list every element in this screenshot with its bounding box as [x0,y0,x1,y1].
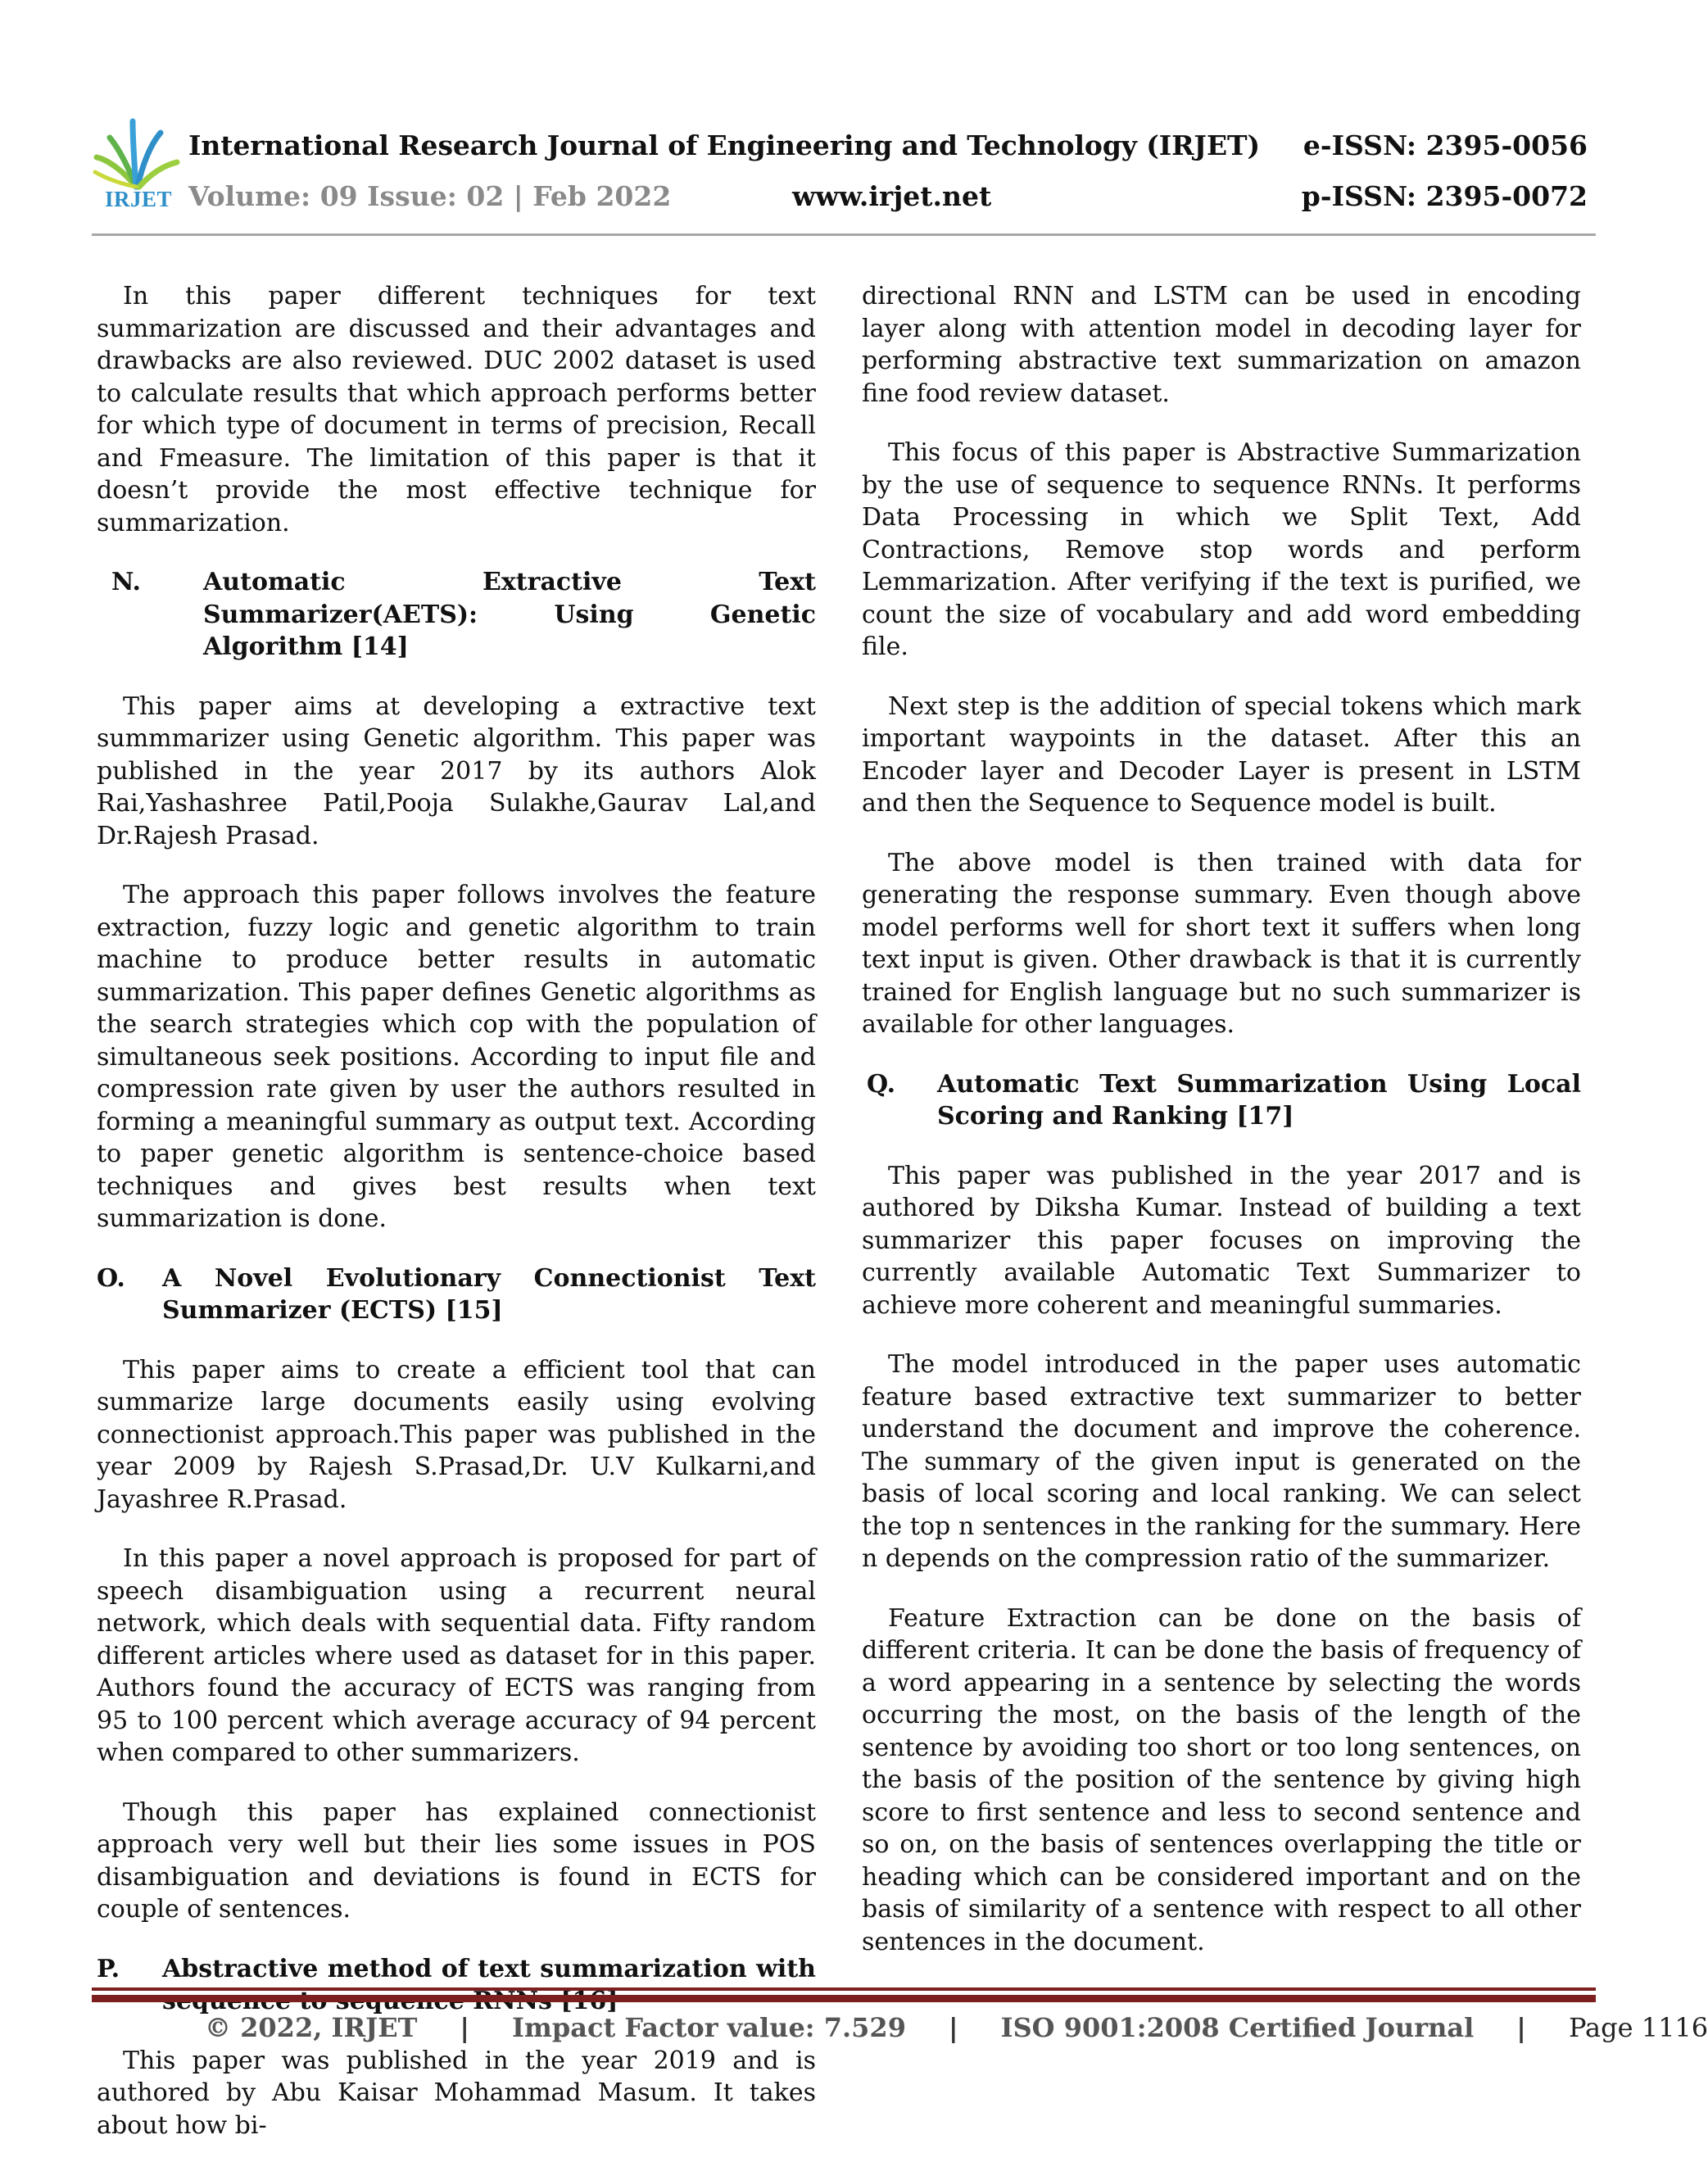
right-column [862,280,1581,1958]
copyright: © 2022, IRJET [205,2012,418,2043]
section-title: Automatic Text Summarization Using Local Scoring and Ranking [17] [937,1069,1581,1131]
page-footer [205,2012,1708,2043]
footer-divider [92,1995,1596,2002]
section-title: A Novel Evolutionary Connectionist Text Summarizer (ECTS) [15] [162,1263,816,1325]
section-letter: N. [111,568,141,596]
section-heading-q [862,1068,1581,1133]
paragraph: directional RNN and LSTM can be used in encoding layer along with attention model in decoding layer for performing abstractive text summarization on amazon fine food review dataset. [862,282,1581,408]
impact-factor: Impact Factor value: 7.529 [512,2012,906,2043]
section-heading-n [97,566,816,664]
journal-title: International Research Journal of Engineering and Technology (IRJET) [188,129,1260,161]
footer-divider [92,1987,1596,1991]
paragraph: Though this paper has explained connectionist approach very well but their lies some issues in POS disambiguation and deviations is found in ECTS for couple of sentences. [97,1797,816,1924]
section-letter: Q. [867,1069,896,1099]
page-number: Page 1116 [1568,2012,1708,2043]
paragraph: The above model is then trained with data for generating the response summary. Even though above model performs well for short text it suffers when long text input is given. Other drawback is that it is currently trained for English language but no such summarizer is available for other languages. [862,848,1581,1039]
left-column [97,280,816,2142]
paragraph: The model introduced in the paper uses automatic feature based extractive text summarizer to better understand the document and improve the coherence. The summary of the given input is generated on the basis of local scoring and local ranking. We can select the top n sentences in the ranking for the summary. Here n depends on the compression ratio of the summarizer. [862,1350,1581,1573]
section-heading-p [97,1953,816,2018]
e-issn: e-ISSN: 2395-0056 [1303,129,1588,161]
paragraph: This paper aims at developing a extractive text summmarizer using Genetic algorithm. This paper was published in the year 2017 by its authors Alok Rai,Yashashree Patil,Pooja Sulakhe,Gaurav Lal,and Dr.Rajesh Prasad. [97,691,816,850]
section-letter: O. [97,1263,125,1293]
paragraph: This paper aims to create a efficient tool that can summarize large documents easily using evolving connectionist approach.This paper was published in the year 2009 by Rajesh S.Prasad,Dr. U.V Kulkarni,and Jayashree R.Prasad. [97,1355,816,1514]
logo-wordmark: IRJET [105,187,173,211]
issue-info: Volume: 09 Issue: 02 | Feb 2022 [188,180,672,212]
paragraph: Next step is the addition of special tokens which mark important waypoints in the dataset. After this an Encoder layer and Decoder Layer is present in LSTM and then the Sequence to Sequence model is built. [862,691,1581,818]
paragraph: In this paper a novel approach is proposed for part of speech disambiguation using a recurrent neural network, which deals with sequential data. Fifty random different articles where used as dataset for in this paper. Authors found the accuracy of ECTS was ranging from 95 to 100 percent which average accuracy of 94 percent when compared to other summarizers. [97,1544,816,1767]
section-heading-o [97,1262,816,1327]
paragraph: In this paper different techniques for text summarization are discussed and their advantages and drawbacks are also reviewed. DUC 2002 dataset is used to calculate results that which approach performs better for which type of document in terms of precision, Recall and Fmeasure. The limitation of this paper is that it doesn’t provide the most effective technique for summarization. [97,282,816,537]
paragraph: Feature Extraction can be done on the basis of different criteria. It can be done the basis of frequency of a word appearing in a sentence by selecting the words occurring the most, on the basis of the length of the sentence by avoiding too short or too long sentences, on the basis of the position of the sentence by giving high score to first sentence and less to second sentence and so on, on the basis of sentences overlapping the title or heading which can be considered important and on the basis of similarity of a sentence with respect to all other sentences in the document. [862,1603,1581,1956]
footer-separator: | [948,2012,958,2043]
section-title: Abstractive method of text summarization with [162,1954,816,1983]
footer-separator: | [460,2012,470,2043]
iso-certification: ISO 9001:2008 Certified Journal [1000,2012,1475,2043]
paragraph: This focus of this paper is Abstractive Summarization by the use of sequence to sequence RNNs. It performs Data Processing in which we Split Text, Add Contractions, Remove stop words and perform Lemmarization. After verifying if the text is purified, we count the size of vocabulary and add word embedding file. [862,438,1581,661]
p-issn: p-ISSN: 2395-0072 [1301,180,1588,212]
journal-website-link[interactable]: www.irjet.net [792,180,992,212]
footer-separator: | [1516,2012,1526,2043]
paragraph: This paper was published in the year 2019 and is authored by Abu Kaisar Mohammad Masum. It takes about how bi- [97,2046,816,2140]
header-divider [92,233,1596,236]
paragraph: The approach this paper follows involves the feature extraction, fuzzy logic and genetic algorithm to train machine to produce better results in automatic summarization. This paper defines Genetic algorithms as the search strategies which cop with the population of simultaneous seek positions. According to input file and compression rate given by user the authors resulted in forming a meaningful summary as output text. According to paper genetic algorithm is sentence-choice based techniques and gives best results when text summarization is done. [97,881,816,1233]
section-letter: P. [97,1954,120,1983]
journal-header [92,115,1588,233]
paragraph: This paper was published in the year 2017 and is authored by Diksha Kumar. Instead of building a text summarizer this paper focuses on improving the currently available Automatic Text Summarizer to achieve more coherent and meaningful summaries. [862,1161,1581,1320]
section-title: Automatic Extractive Text Summarizer(AETS): Using Genetic Algorithm [14] [203,568,816,661]
